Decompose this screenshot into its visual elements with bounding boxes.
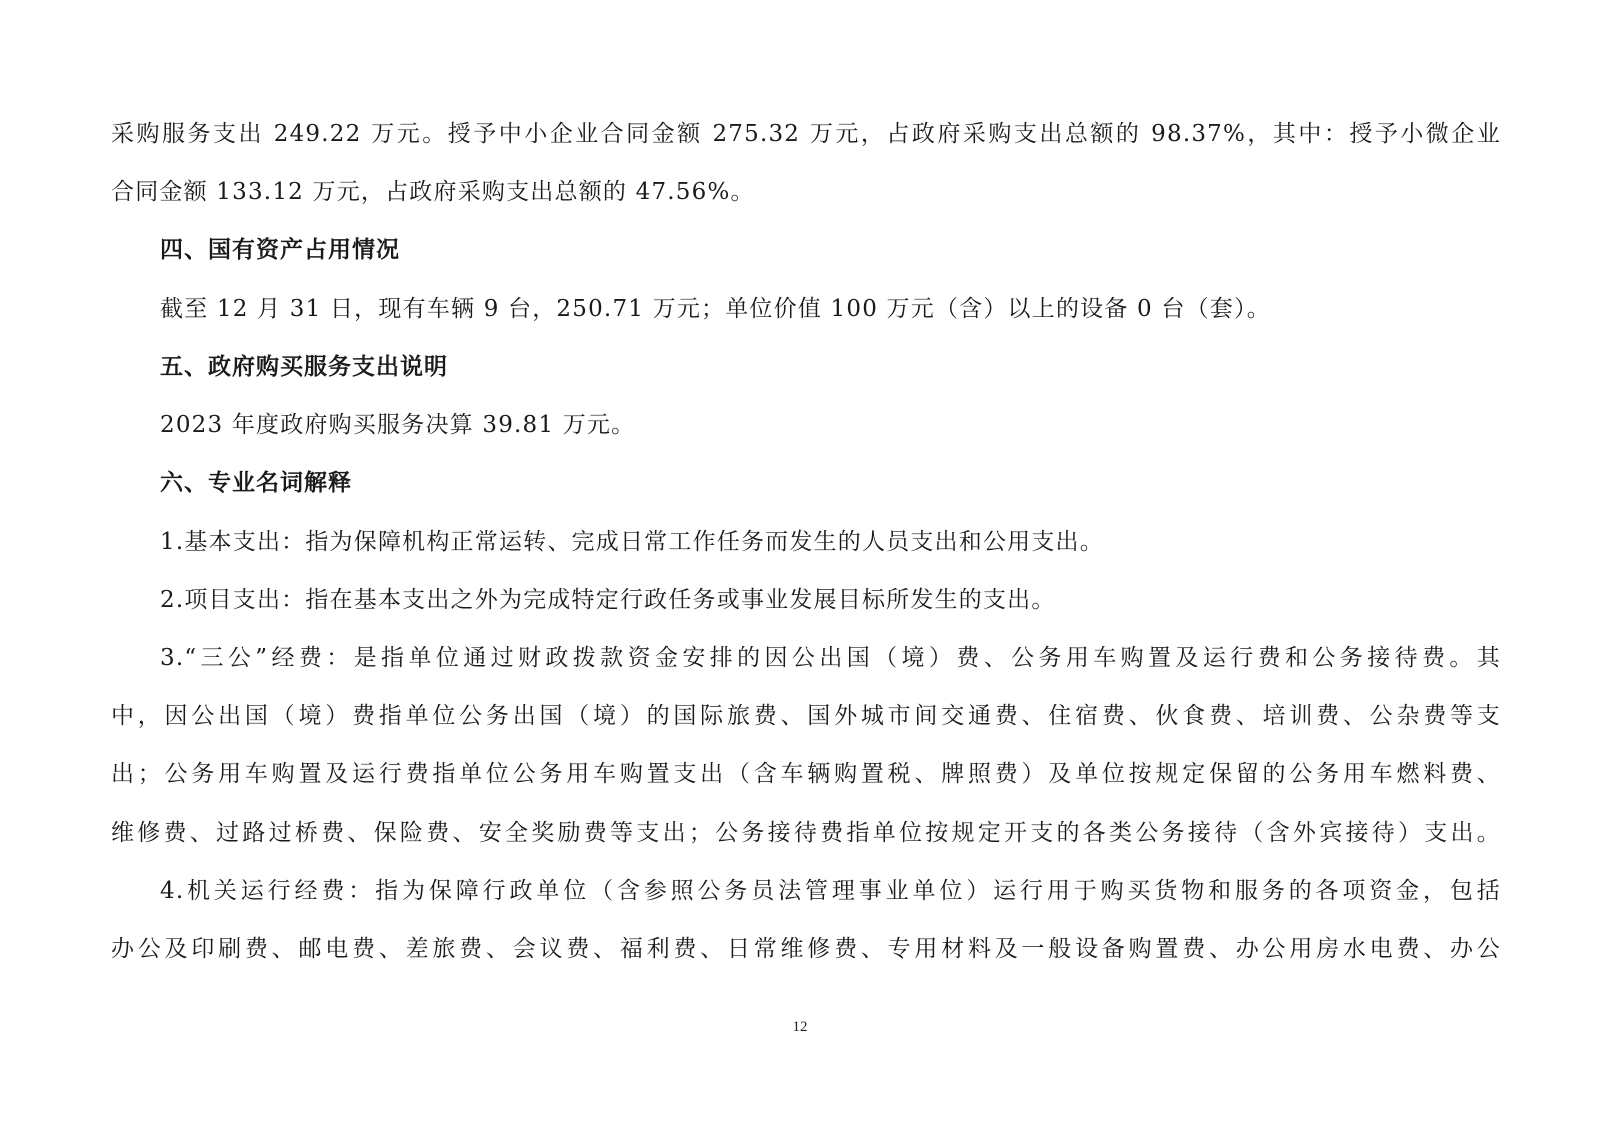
term-three-public-line-2: 中，因公出国（境）费指单位公务出国（境）的国际旅费、国外城市间交通费、住宿费、伙食费、培训费、公杂费等支 xyxy=(111,703,1501,729)
term-basic-expenditure: 1.基本支出：指为保障机构正常运转、完成日常工作任务而发生的人员支出和公用支出。 xyxy=(160,529,1104,555)
term-operating-funds-line-1: 4.机关运行经费：指为保障行政单位（含参照公务员法管理事业单位）运行用于购买货物和服务的各项资金，包括 xyxy=(160,878,1501,904)
term-operating-funds-line-2: 办公及印刷费、邮电费、差旅费、会议费、福利费、日常维修费、专用材料及一般设备购置费、办公用房水电费、办公 xyxy=(111,936,1501,962)
paragraph-state-assets: 截至 12 月 31 日，现有车辆 9 台，250.71 万元；单位价值 100 万元（含）以上的设备 0 台（套）。 xyxy=(160,296,1271,322)
term-three-public-line-1: 3.“三公”经费：是指单位通过财政拨款资金安排的因公出国（境）费、公务用车购置及运行费和公务接待费。其 xyxy=(160,645,1501,671)
paragraph-purchased-services: 2023 年度政府购买服务决算 39.81 万元。 xyxy=(160,412,636,438)
paragraph-procurement-line-1: 采购服务支出 249.22 万元。授予中小企业合同金额 275.32 万元，占政府采购支出总额的 98.37%，其中：授予小微企业 xyxy=(111,121,1501,147)
term-project-expenditure: 2.项目支出：指在基本支出之外为完成特定行政任务或事业发展目标所发生的支出。 xyxy=(160,587,1056,613)
paragraph-procurement-line-2: 合同金额 133.12 万元，占政府采购支出总额的 47.56%。 xyxy=(111,179,755,205)
page-number: 12 xyxy=(792,1019,808,1035)
term-three-public-line-3: 出；公务用车购置及运行费指单位公务用车购置支出（含车辆购置税、牌照费）及单位按规定保留的公务用车燃料费、 xyxy=(111,761,1501,787)
section-heading-purchased-services: 五、政府购买服务支出说明 xyxy=(160,354,448,380)
term-three-public-line-4: 维修费、过路过桥费、保险费、安全奖励费等支出；公务接待费指单位按规定开支的各类公务接待（含外宾接待）支出。 xyxy=(111,820,1501,846)
section-heading-terms: 六、专业名词解释 xyxy=(160,470,352,496)
section-heading-state-assets: 四、国有资产占用情况 xyxy=(160,237,400,263)
